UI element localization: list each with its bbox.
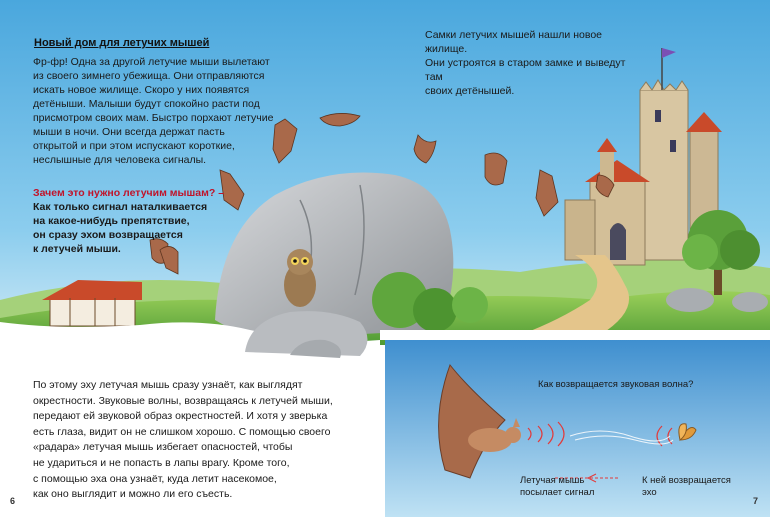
text-line: с помощью эха она узнаёт, куда летит насекомое,	[33, 472, 277, 485]
owl	[284, 249, 316, 307]
text-line: неслышные для человека сигналы.	[33, 154, 207, 166]
page-number-left: 6	[10, 496, 16, 506]
label-line: посылает сигнал	[520, 487, 595, 498]
text-line: из своего зимнего убежища. Они отправляются	[33, 70, 265, 82]
text-line: есть глаза, видит он не слишком хорошо. С помощью своего	[33, 425, 331, 438]
text-line: присмотром своих мам. Быстро порхают летучие	[33, 112, 274, 124]
text-line: детёныши. Малыши будут спокойно расти под	[33, 98, 260, 110]
bottom-paragraph	[33, 378, 353, 503]
inset-question: Как возвращается звуковая волна?	[538, 379, 694, 390]
answer-line: он сразу эхом возвращается	[33, 229, 183, 241]
right-page-text	[425, 28, 645, 98]
question-text: Зачем это нужно летучим мышам? –	[33, 187, 225, 199]
label-line: К ней возвращается	[642, 475, 731, 486]
text-line: Они устроятся в старом замке и выведут там	[425, 57, 626, 83]
answer-line: Как только сигнал наталкивается	[33, 201, 208, 213]
text-line: как оно выглядит и можно ли его съесть.	[33, 488, 233, 501]
text-line: Самки летучих мышей нашли новое жилище.	[425, 29, 602, 55]
question-block	[33, 186, 263, 256]
text-line: открытой и при этом испускают короткие,	[33, 140, 235, 152]
text-line: своих детёнышей.	[425, 85, 515, 97]
text-line: окрестности. Звуковые волны, возвращаясь к летучей мыши,	[33, 394, 333, 407]
label-line: Летучая мышь	[520, 475, 585, 486]
text-line: По этому эху летучая мышь сразу узнаёт, как выглядят	[33, 379, 303, 391]
label-line: эхо	[642, 487, 657, 498]
page-title: Новый дом для летучих мышей	[34, 37, 210, 49]
text-line: передают ей звуковой образ окрестностей. И хотя у зверька	[33, 410, 328, 423]
text-line: не удариться и не попасть в лапы врагу. Кроме того,	[33, 456, 290, 469]
echo-label	[642, 475, 731, 499]
answer-line: на какое-нибудь препятствие,	[33, 215, 190, 227]
answer-line: к летучей мыши.	[33, 243, 121, 255]
bat-label	[520, 475, 594, 499]
text-line: мыши в ночи. Они всегда держат пасть	[33, 126, 225, 138]
text-line: «радара» летучая мышь избегает опасностей, чтобы	[33, 441, 293, 454]
text-line: Фр-фр! Одна за другой летучие мыши вылетают	[33, 56, 270, 68]
text-line: искать новое жилище. Скоро у них появятся	[33, 84, 250, 96]
page-number-right: 7	[752, 496, 758, 506]
intro-paragraph	[33, 55, 283, 167]
